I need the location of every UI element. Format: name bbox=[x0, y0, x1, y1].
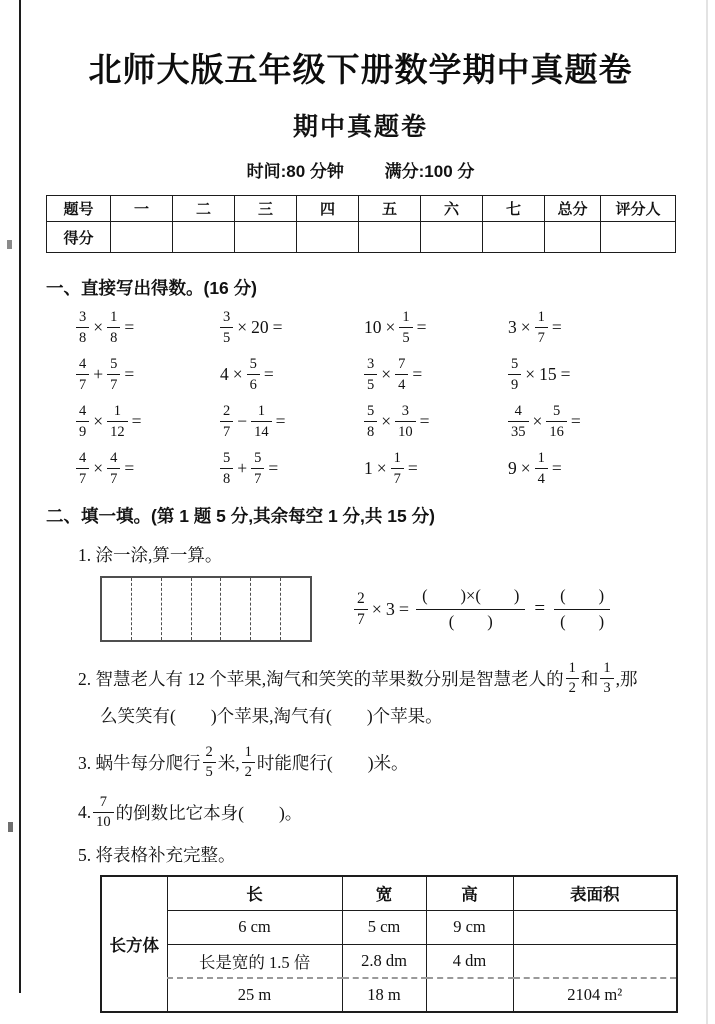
spec-column-header: 宽 bbox=[342, 876, 426, 910]
numerator: 1 bbox=[537, 450, 545, 466]
math-token: × bbox=[376, 458, 387, 478]
math-token: = bbox=[268, 458, 279, 478]
score-empty-cell bbox=[173, 222, 235, 253]
math-expression bbox=[362, 398, 506, 445]
numerator: 5 bbox=[110, 356, 118, 372]
denominator: 4 bbox=[537, 470, 545, 487]
question-1-formula bbox=[352, 588, 615, 630]
math-token: × bbox=[93, 458, 104, 478]
denominator: 6 bbox=[249, 376, 257, 393]
numerator: 1 bbox=[537, 309, 545, 325]
text-segment: 2. 智慧老人有 12 个苹果,淘气和笑笑的苹果数分别是智慧老人的 bbox=[78, 668, 564, 689]
numerator: 5 bbox=[249, 356, 257, 372]
math-token: = bbox=[398, 598, 410, 619]
score-empty-cell bbox=[545, 222, 601, 253]
text-segment: ,那 bbox=[615, 668, 638, 689]
denominator: 35 bbox=[511, 423, 526, 440]
math-expression bbox=[362, 351, 506, 398]
math-expression bbox=[506, 351, 675, 398]
math-token: 15 bbox=[539, 364, 557, 384]
numerator: 1 bbox=[110, 309, 118, 325]
denominator: 9 bbox=[79, 423, 87, 440]
math-token: × bbox=[237, 317, 248, 337]
fraction bbox=[107, 404, 128, 439]
math-token: 20 bbox=[251, 317, 269, 337]
math-expression bbox=[218, 445, 362, 492]
section2-heading: 二、填一填。(第 1 题 5 分,其余每空 1 分,共 15 分) bbox=[46, 506, 435, 526]
text-segment: 4. bbox=[78, 801, 92, 822]
fraction bbox=[251, 451, 264, 486]
shading-box-part bbox=[162, 578, 192, 640]
math-token: 4 bbox=[220, 364, 229, 384]
spec-table-row bbox=[101, 910, 677, 944]
equals-sign: = bbox=[534, 598, 546, 619]
fraction bbox=[76, 451, 89, 486]
math-expression bbox=[218, 304, 362, 351]
spec-column-header: 高 bbox=[426, 876, 513, 910]
math-token: × bbox=[232, 364, 243, 384]
spec-row-header: 长方体 bbox=[101, 876, 167, 1012]
numerator: 4 bbox=[514, 403, 522, 419]
shading-box-part bbox=[221, 578, 251, 640]
numerator: 5 bbox=[223, 450, 231, 466]
denominator: 7 bbox=[223, 423, 231, 440]
blank-numerator: ( )×( ) bbox=[422, 586, 520, 605]
fraction bbox=[508, 404, 529, 439]
blank-denominator: ( ) bbox=[560, 611, 605, 631]
math-expression bbox=[506, 304, 675, 351]
numerator: 4 bbox=[79, 403, 87, 419]
fraction bbox=[76, 357, 89, 392]
section1-heading: 一、直接写出得数。(16 分) bbox=[46, 278, 257, 298]
formula-blank-fraction bbox=[416, 588, 525, 630]
denominator: 7 bbox=[110, 470, 118, 487]
fraction bbox=[93, 795, 114, 830]
shading-box-part bbox=[132, 578, 162, 640]
fraction bbox=[566, 661, 579, 696]
score-table-header-cell: 评分人 bbox=[601, 196, 676, 222]
spec-table-cell: 18 m bbox=[342, 978, 426, 1012]
math-token: = bbox=[263, 364, 274, 384]
spec-table-cell: 长是宽的 1.5 倍 bbox=[167, 944, 342, 978]
numerator: 3 bbox=[79, 309, 87, 325]
page-title: 北师大版五年级下册数学期中真题卷 bbox=[88, 51, 633, 88]
fraction bbox=[203, 745, 216, 780]
numerator: 1 bbox=[393, 450, 401, 466]
question-2-line1 bbox=[78, 657, 675, 699]
math-token: = bbox=[124, 317, 135, 337]
denominator: 7 bbox=[393, 470, 401, 487]
denominator: 2 bbox=[244, 764, 252, 780]
shading-box-part bbox=[251, 578, 281, 640]
denominator: 7 bbox=[357, 611, 365, 628]
spec-table-cell: 4 dm bbox=[426, 944, 513, 978]
denominator: 8 bbox=[79, 329, 87, 346]
math-expression bbox=[74, 398, 218, 445]
numerator: 2 bbox=[223, 403, 231, 419]
shading-box-part bbox=[102, 578, 132, 640]
math-expression bbox=[362, 445, 506, 492]
shading-box-part bbox=[192, 578, 222, 640]
spec-table-cell bbox=[513, 910, 677, 944]
spec-table-cell: 25 m bbox=[167, 978, 342, 1012]
text-segment: 时能爬行( )米。 bbox=[256, 752, 409, 773]
fraction bbox=[242, 745, 255, 780]
numerator: 4 bbox=[79, 450, 87, 466]
fraction bbox=[76, 404, 89, 439]
score-empty-cell bbox=[111, 222, 173, 253]
score-row-label: 得分 bbox=[47, 222, 111, 253]
score-empty-cell bbox=[297, 222, 359, 253]
numerator: 1 bbox=[402, 309, 410, 325]
math-token: × bbox=[532, 411, 543, 431]
numerator: 4 bbox=[79, 356, 87, 372]
fraction bbox=[395, 357, 408, 392]
math-token: = bbox=[416, 317, 427, 337]
math-token: + bbox=[237, 458, 248, 478]
score-table-score-row bbox=[47, 222, 676, 253]
math-token: = bbox=[407, 458, 418, 478]
math-token: = bbox=[560, 364, 571, 384]
blank-numerator: ( ) bbox=[560, 586, 605, 605]
spec-table-cell: 6 cm bbox=[167, 910, 342, 944]
math-expression bbox=[74, 304, 218, 351]
score-table-header-cell: 三 bbox=[235, 196, 297, 222]
numerator: 3 bbox=[401, 403, 409, 419]
math-expression bbox=[506, 445, 675, 492]
spec-table-cell: 2.8 dm bbox=[342, 944, 426, 978]
spec-table-row bbox=[101, 944, 677, 978]
exam-meta bbox=[46, 157, 675, 182]
numerator: 3 bbox=[367, 356, 375, 372]
text-segment: 和 bbox=[580, 668, 599, 689]
numerator: 5 bbox=[367, 403, 375, 419]
math-token: = bbox=[272, 317, 283, 337]
spec-table-cell bbox=[426, 978, 513, 1012]
math-token: − bbox=[237, 411, 248, 431]
fraction bbox=[251, 404, 272, 439]
score-table bbox=[46, 195, 676, 253]
denominator: 14 bbox=[254, 423, 269, 440]
numerator: 7 bbox=[99, 793, 107, 810]
fraction bbox=[399, 310, 412, 345]
time-limit: 时间:80 分钟 bbox=[246, 162, 344, 181]
fraction bbox=[364, 404, 377, 439]
fraction bbox=[395, 404, 416, 439]
score-empty-cell bbox=[235, 222, 297, 253]
math-token: = bbox=[551, 317, 562, 337]
spec-table-cell bbox=[513, 944, 677, 978]
numerator: 1 bbox=[113, 403, 121, 419]
denominator: 5 bbox=[402, 329, 410, 346]
math-token: × bbox=[93, 411, 104, 431]
fraction bbox=[220, 310, 233, 345]
math-expression bbox=[74, 445, 218, 492]
fraction bbox=[546, 404, 567, 439]
fraction bbox=[220, 404, 233, 439]
denominator: 12 bbox=[110, 423, 125, 440]
math-token: = bbox=[124, 364, 135, 384]
score-table-header-cell: 一 bbox=[111, 196, 173, 222]
math-token: = bbox=[570, 411, 581, 431]
math-expression bbox=[362, 304, 506, 351]
shading-box-part bbox=[281, 578, 310, 640]
numerator: 3 bbox=[223, 309, 231, 325]
spec-table-cell: 5 cm bbox=[342, 910, 426, 944]
math-token: 3 bbox=[385, 598, 395, 619]
question-3 bbox=[78, 740, 675, 784]
fraction bbox=[535, 310, 548, 345]
score-table-header-cell: 四 bbox=[297, 196, 359, 222]
spec-column-header: 表面积 bbox=[513, 876, 677, 910]
denominator: 10 bbox=[96, 814, 111, 830]
score-empty-cell bbox=[601, 222, 676, 253]
math-token: = bbox=[551, 458, 562, 478]
fraction bbox=[107, 357, 120, 392]
numerator: 1 bbox=[568, 659, 576, 676]
score-table-header-cell: 总分 bbox=[545, 196, 601, 222]
fraction bbox=[391, 451, 404, 486]
denominator: 7 bbox=[537, 329, 545, 346]
math-expression bbox=[74, 351, 218, 398]
numerator: 5 bbox=[553, 403, 561, 419]
fraction bbox=[107, 310, 120, 345]
text-segment: 的倒数比它本身( )。 bbox=[115, 802, 303, 823]
denominator: 5 bbox=[223, 329, 231, 346]
question-5-label: 5. 将表格补充完整。 bbox=[78, 845, 236, 865]
score-table-header-cell: 题号 bbox=[47, 196, 111, 222]
blank-denominator: ( ) bbox=[448, 611, 493, 631]
math-token: 10 bbox=[364, 317, 382, 337]
full-score: 满分:100 分 bbox=[384, 162, 475, 181]
math-token: = bbox=[412, 364, 423, 384]
fraction bbox=[107, 451, 120, 486]
question-2-line2: 么笑笑有( )个苹果,淘气有( )个苹果。 bbox=[100, 706, 443, 726]
numerator: 5 bbox=[254, 450, 262, 466]
score-table-header-cell: 六 bbox=[421, 196, 483, 222]
math-token: = bbox=[131, 411, 142, 431]
denominator: 9 bbox=[511, 376, 519, 393]
calc-problems-grid bbox=[74, 304, 675, 492]
denominator: 8 bbox=[367, 423, 375, 440]
numerator: 1 bbox=[244, 743, 252, 760]
denominator: 7 bbox=[110, 376, 118, 393]
fraction bbox=[354, 591, 368, 628]
math-token: × bbox=[93, 317, 104, 337]
math-token: = bbox=[419, 411, 430, 431]
denominator: 7 bbox=[79, 376, 87, 393]
math-token: + bbox=[93, 364, 104, 384]
math-token: = bbox=[275, 411, 286, 431]
denominator: 8 bbox=[110, 329, 118, 346]
spec-table-cell: 2104 m² bbox=[513, 978, 677, 1012]
cuboid-dimension-table bbox=[100, 875, 678, 1013]
math-expression bbox=[506, 398, 675, 445]
page-subtitle: 期中真题卷 bbox=[292, 113, 428, 141]
fraction bbox=[220, 451, 233, 486]
fraction bbox=[76, 310, 89, 345]
formula-blank-fraction bbox=[554, 588, 610, 630]
math-token: × bbox=[381, 364, 392, 384]
denominator: 5 bbox=[205, 764, 213, 780]
score-empty-cell bbox=[421, 222, 483, 253]
math-token: × bbox=[371, 598, 382, 619]
denominator: 7 bbox=[254, 470, 262, 487]
spec-table-cell: 9 cm bbox=[426, 910, 513, 944]
score-table-header-row bbox=[47, 196, 676, 222]
numerator: 1 bbox=[603, 659, 611, 676]
math-token: = bbox=[124, 458, 135, 478]
denominator: 7 bbox=[79, 470, 87, 487]
math-token: 1 bbox=[364, 458, 373, 478]
denominator: 5 bbox=[367, 376, 375, 393]
math-token: × bbox=[520, 458, 531, 478]
spec-table-row bbox=[101, 978, 677, 1012]
denominator: 8 bbox=[223, 470, 231, 487]
numerator: 2 bbox=[357, 589, 365, 607]
math-expression bbox=[218, 351, 362, 398]
spec-table-header-row bbox=[101, 876, 677, 910]
math-expression bbox=[218, 398, 362, 445]
text-segment: 米, bbox=[217, 752, 240, 773]
denominator: 16 bbox=[549, 423, 564, 440]
fraction bbox=[508, 357, 521, 392]
score-table-header-cell: 二 bbox=[173, 196, 235, 222]
denominator: 4 bbox=[398, 376, 406, 393]
denominator: 10 bbox=[398, 423, 413, 440]
text-segment: 3. 蜗牛每分爬行 bbox=[78, 752, 201, 773]
fraction bbox=[364, 357, 377, 392]
math-token: × bbox=[520, 317, 531, 337]
formula-lead bbox=[352, 591, 411, 628]
score-table-header-cell: 五 bbox=[359, 196, 421, 222]
spec-column-header: 长 bbox=[167, 876, 342, 910]
shading-box bbox=[100, 576, 312, 642]
numerator: 2 bbox=[205, 743, 213, 760]
fraction bbox=[600, 661, 613, 696]
math-token: × bbox=[525, 364, 536, 384]
score-empty-cell bbox=[359, 222, 421, 253]
denominator: 3 bbox=[603, 680, 611, 696]
fraction bbox=[247, 357, 260, 392]
numerator: 7 bbox=[398, 356, 406, 372]
fraction bbox=[535, 451, 548, 486]
numerator: 1 bbox=[257, 403, 265, 419]
numerator: 4 bbox=[110, 450, 118, 466]
question-1-label: 1. 涂一涂,算一算。 bbox=[78, 545, 223, 565]
score-table-header-cell: 七 bbox=[483, 196, 545, 222]
math-token: 3 bbox=[508, 317, 517, 337]
numerator: 5 bbox=[511, 356, 519, 372]
math-token: 9 bbox=[508, 458, 517, 478]
denominator: 2 bbox=[568, 680, 576, 696]
math-token: × bbox=[381, 411, 392, 431]
score-empty-cell bbox=[483, 222, 545, 253]
question-4 bbox=[78, 790, 675, 834]
math-token: × bbox=[385, 317, 396, 337]
question-1-figure bbox=[100, 576, 675, 642]
